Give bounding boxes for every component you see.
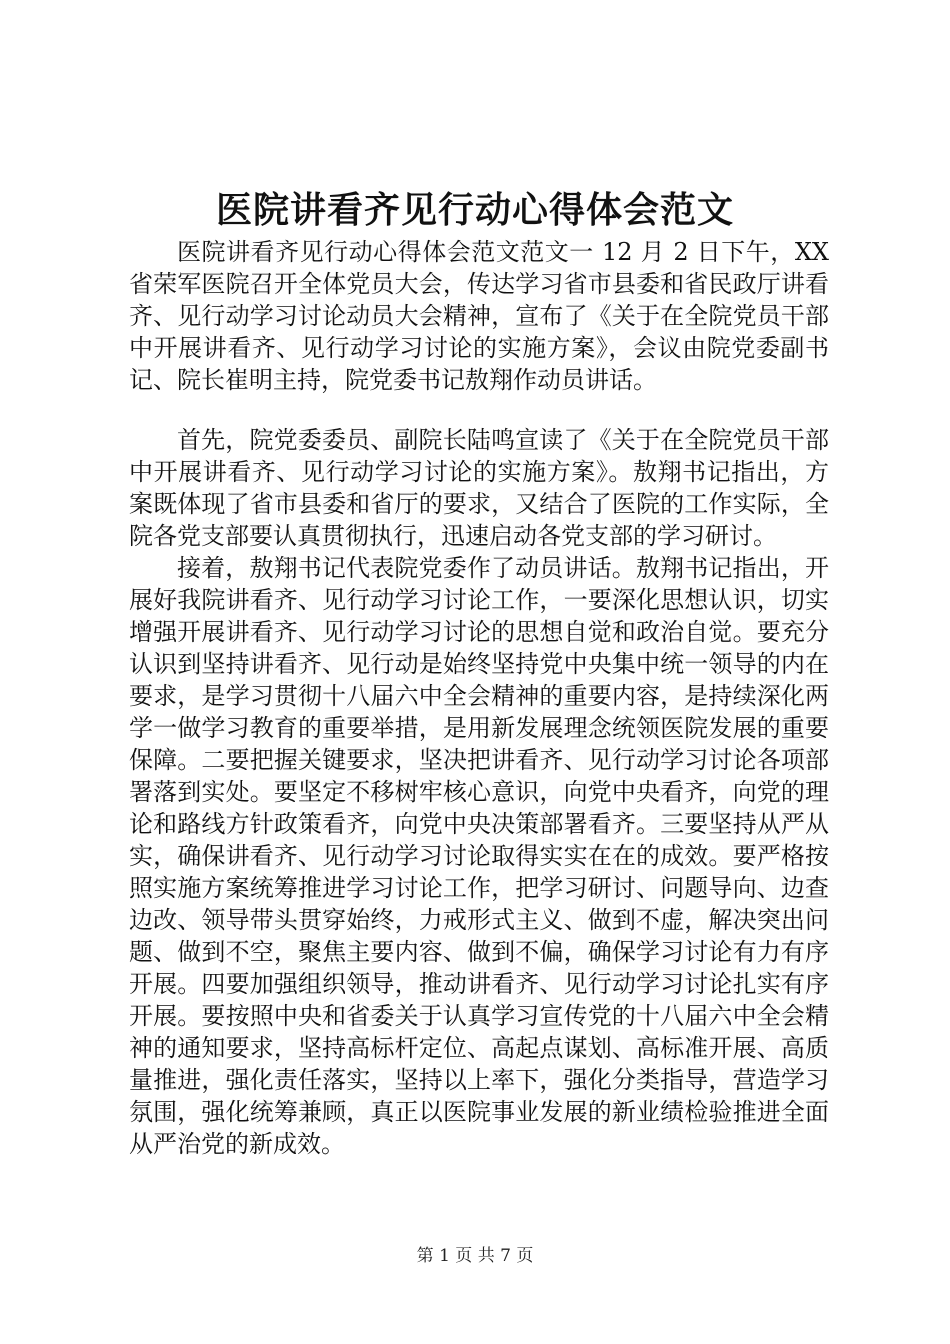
paragraph-1: 医院讲看齐见行动心得体会范文范文一 12 月 2 日下午，XX 省荣军医院召开全体党员大会，传达学习省市县委和省民政厅讲看齐、见行动学习讨论动员大会精神，宣布了《关于在全院党员干部中开展讲看齐、见行动学习讨论的实施方案》，会议由院党委副书记、院长崔明主持，院党委书记敖翔作动员讲话。 [129, 238, 829, 394]
document-body [129, 236, 829, 1160]
paragraph-2: 首先，院党委委员、副院长陆鸣宣读了《关于在全院党员干部中开展讲看齐、见行动学习讨论的实施方案》。敖翔书记指出，方案既体现了省市县委和省厅的要求，又结合了医院的工作实际，全院各党支部要认真贯彻执行，迅速启动各党支部的学习研讨。 [129, 426, 829, 550]
paragraph-3: 接着，敖翔书记代表院党委作了动员讲话。敖翔书记指出，开展好我院讲看齐、见行动学习讨论工作，一要深化思想认识，切实增强开展讲看齐、见行动学习讨论的思想自觉和政治自觉。要充分认识到坚持讲看齐、见行动是始终坚持党中央集中统一领导的内在要求，是学习贯彻十八届六中全会精神的重要内容，是持续深化两学一做学习教育的重要举措，是用新发展理念统领医院发展的重要保障。二要把握关键要求，坚决把讲看齐、见行动学习讨论各项部署落到实处。要坚定不移树牢核心意识，向党中央看齐，向党的理论和路线方针政策看齐，向党中央决策部署看齐。三要坚持从严从实，确保讲看齐、见行动学习讨论取得实实在在的成效。要严格按照实施方案统筹推进学习讨论工作，把学习研讨、问题导向、边查边改、领导带头贯穿始终，力戒形式主义、做到不虚，解决突出问题、做到不空，聚焦主要内容、做到不偏，确保学习讨论有力有序开展。四要加强组织领导，推动讲看齐、见行动学习讨论扎实有序开展。要按照中央和省委关于认真学习宣传党的十八届六中全会精神的通知要求，坚持高标杆定位、高起点谋划、高标准开展、高质量推进，强化责任落实，坚持以上率下，强化分类指导，营造学习氛围，强化统筹兼顾，真正以医院事业发展的新业绩检验推进全面从严治党的新成效。 [129, 554, 829, 1158]
page-footer: 第 1 页 共 7 页 [416, 1246, 534, 1266]
document-title: 医院讲看齐见行动心得体会范文 [215, 189, 734, 231]
